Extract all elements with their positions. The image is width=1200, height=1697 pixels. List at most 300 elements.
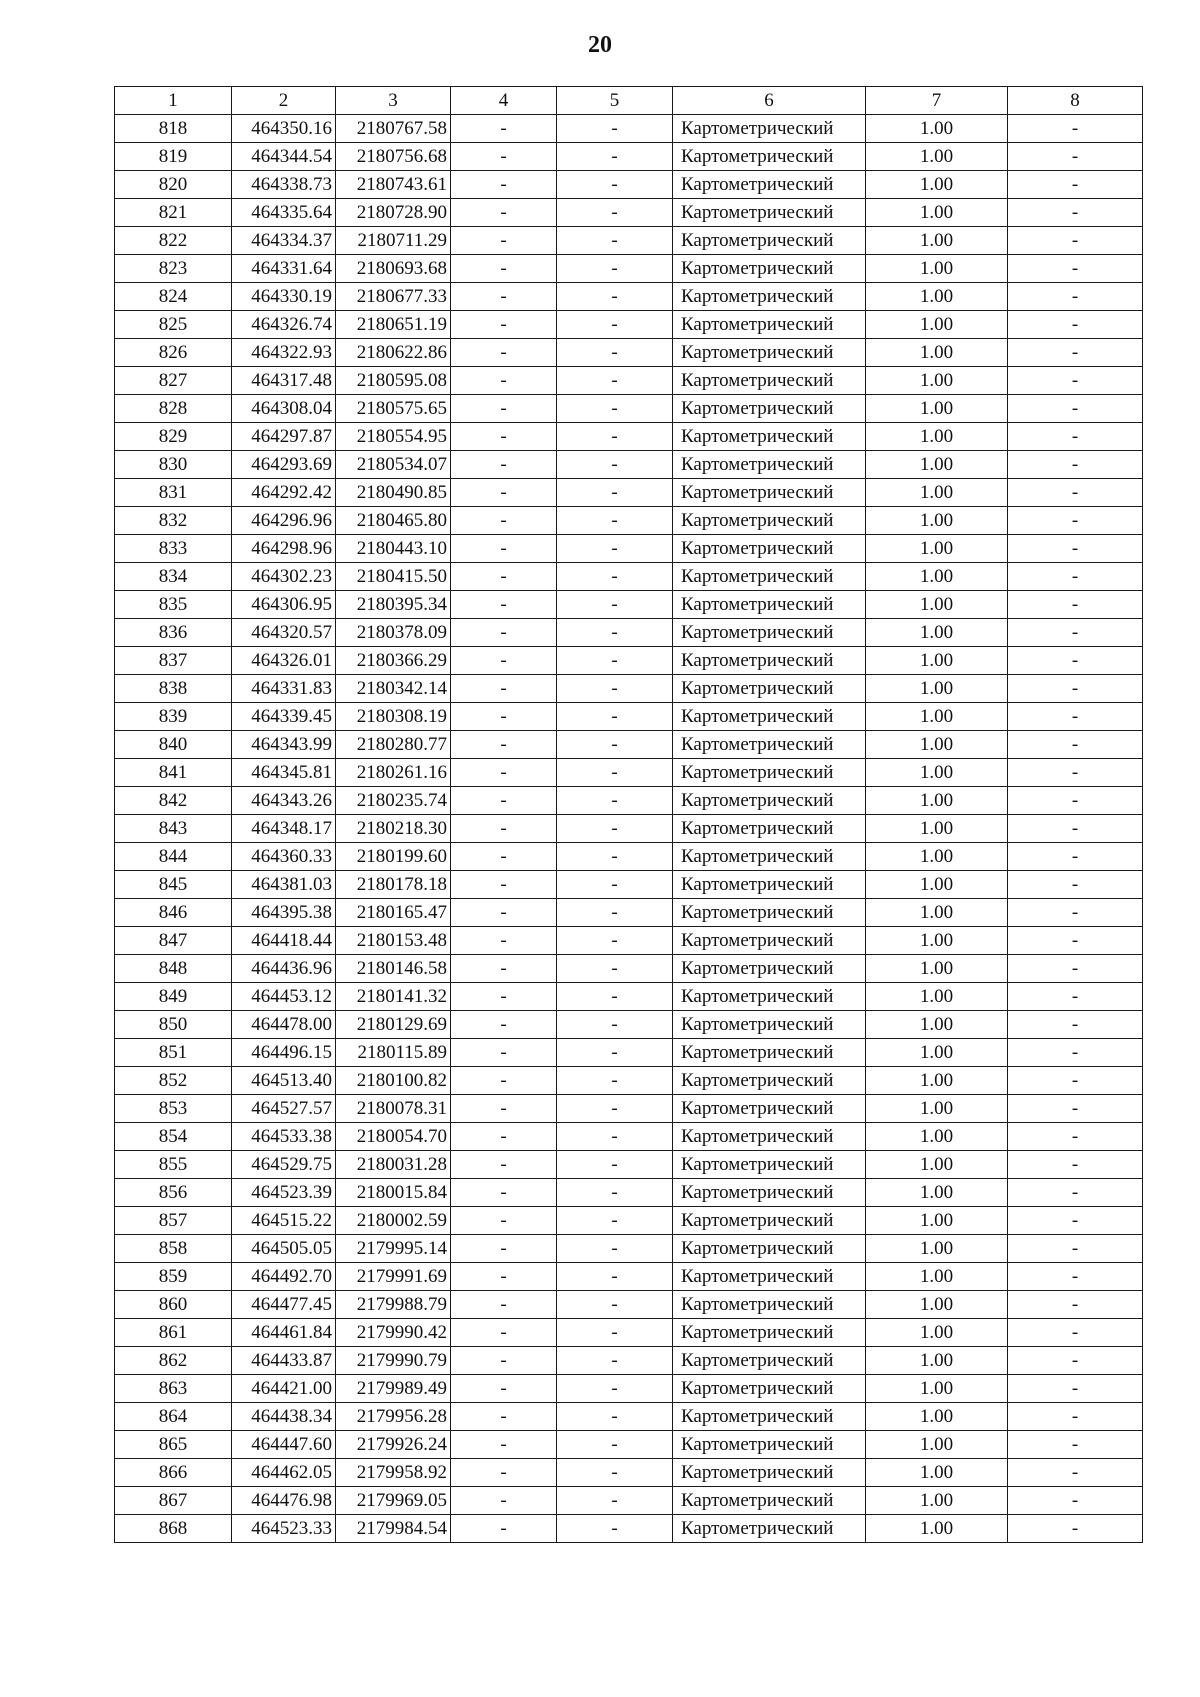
cell-point-number: 827 bbox=[115, 367, 232, 395]
cell-column-8: - bbox=[1008, 1319, 1143, 1347]
cell-y-coordinate: 2180280.77 bbox=[336, 731, 451, 759]
cell-x-coordinate: 464496.15 bbox=[232, 1039, 336, 1067]
cell-point-number: 826 bbox=[115, 339, 232, 367]
cell-column-4: - bbox=[451, 1431, 557, 1459]
table-row bbox=[115, 1459, 1143, 1487]
cell-accuracy: 1.00 bbox=[866, 1123, 1008, 1151]
cell-point-number: 818 bbox=[115, 115, 232, 143]
cell-column-4: - bbox=[451, 367, 557, 395]
cell-method: Картометрический bbox=[673, 395, 866, 423]
cell-method: Картометрический bbox=[673, 535, 866, 563]
cell-column-5: - bbox=[557, 1207, 673, 1235]
cell-accuracy: 1.00 bbox=[866, 787, 1008, 815]
cell-accuracy: 1.00 bbox=[866, 199, 1008, 227]
cell-y-coordinate: 2180178.18 bbox=[336, 871, 451, 899]
cell-method: Картометрический bbox=[673, 591, 866, 619]
cell-point-number: 819 bbox=[115, 143, 232, 171]
table-row bbox=[115, 143, 1143, 171]
table-row bbox=[115, 647, 1143, 675]
cell-x-coordinate: 464298.96 bbox=[232, 535, 336, 563]
cell-column-8: - bbox=[1008, 1207, 1143, 1235]
cell-column-8: - bbox=[1008, 871, 1143, 899]
cell-column-4: - bbox=[451, 815, 557, 843]
cell-column-8: - bbox=[1008, 1095, 1143, 1123]
cell-y-coordinate: 2180378.09 bbox=[336, 619, 451, 647]
cell-x-coordinate: 464533.38 bbox=[232, 1123, 336, 1151]
table-row bbox=[115, 1291, 1143, 1319]
cell-accuracy: 1.00 bbox=[866, 759, 1008, 787]
cell-column-5: - bbox=[557, 703, 673, 731]
cell-point-number: 858 bbox=[115, 1235, 232, 1263]
cell-y-coordinate: 2180218.30 bbox=[336, 815, 451, 843]
cell-accuracy: 1.00 bbox=[866, 1515, 1008, 1543]
cell-accuracy: 1.00 bbox=[866, 815, 1008, 843]
table-row bbox=[115, 563, 1143, 591]
cell-method: Картометрический bbox=[673, 871, 866, 899]
cell-column-4: - bbox=[451, 535, 557, 563]
cell-column-8: - bbox=[1008, 843, 1143, 871]
cell-method: Картометрический bbox=[673, 899, 866, 927]
cell-accuracy: 1.00 bbox=[866, 591, 1008, 619]
cell-column-8: - bbox=[1008, 759, 1143, 787]
cell-column-4: - bbox=[451, 339, 557, 367]
cell-point-number: 830 bbox=[115, 451, 232, 479]
table-row bbox=[115, 1123, 1143, 1151]
cell-column-5: - bbox=[557, 423, 673, 451]
cell-method: Картометрический bbox=[673, 1151, 866, 1179]
cell-accuracy: 1.00 bbox=[866, 619, 1008, 647]
table-row bbox=[115, 899, 1143, 927]
cell-column-5: - bbox=[557, 507, 673, 535]
cell-x-coordinate: 464513.40 bbox=[232, 1067, 336, 1095]
table-row bbox=[115, 1207, 1143, 1235]
cell-x-coordinate: 464335.64 bbox=[232, 199, 336, 227]
cell-column-4: - bbox=[451, 675, 557, 703]
cell-column-8: - bbox=[1008, 535, 1143, 563]
cell-point-number: 861 bbox=[115, 1319, 232, 1347]
cell-x-coordinate: 464308.04 bbox=[232, 395, 336, 423]
cell-x-coordinate: 464293.69 bbox=[232, 451, 336, 479]
cell-y-coordinate: 2180767.58 bbox=[336, 115, 451, 143]
cell-y-coordinate: 2180308.19 bbox=[336, 703, 451, 731]
cell-column-8: - bbox=[1008, 227, 1143, 255]
cell-accuracy: 1.00 bbox=[866, 1431, 1008, 1459]
table-row bbox=[115, 591, 1143, 619]
cell-method: Картометрический bbox=[673, 367, 866, 395]
cell-y-coordinate: 2179958.92 bbox=[336, 1459, 451, 1487]
cell-method: Картометрический bbox=[673, 1431, 866, 1459]
cell-x-coordinate: 464320.57 bbox=[232, 619, 336, 647]
cell-accuracy: 1.00 bbox=[866, 927, 1008, 955]
cell-y-coordinate: 2179991.69 bbox=[336, 1263, 451, 1291]
cell-column-4: - bbox=[451, 115, 557, 143]
cell-column-4: - bbox=[451, 171, 557, 199]
cell-column-4: - bbox=[451, 1123, 557, 1151]
cell-accuracy: 1.00 bbox=[866, 1403, 1008, 1431]
cell-accuracy: 1.00 bbox=[866, 1207, 1008, 1235]
cell-y-coordinate: 2180129.69 bbox=[336, 1011, 451, 1039]
cell-column-5: - bbox=[557, 227, 673, 255]
cell-column-5: - bbox=[557, 1319, 673, 1347]
cell-method: Картометрический bbox=[673, 759, 866, 787]
cell-column-5: - bbox=[557, 311, 673, 339]
cell-x-coordinate: 464523.39 bbox=[232, 1179, 336, 1207]
cell-column-5: - bbox=[557, 1235, 673, 1263]
cell-x-coordinate: 464529.75 bbox=[232, 1151, 336, 1179]
cell-column-5: - bbox=[557, 1347, 673, 1375]
cell-method: Картометрический bbox=[673, 787, 866, 815]
cell-column-4: - bbox=[451, 731, 557, 759]
table-row bbox=[115, 1151, 1143, 1179]
table-row bbox=[115, 1403, 1143, 1431]
table-row bbox=[115, 1179, 1143, 1207]
cell-y-coordinate: 2180146.58 bbox=[336, 955, 451, 983]
cell-column-4: - bbox=[451, 1515, 557, 1543]
cell-x-coordinate: 464381.03 bbox=[232, 871, 336, 899]
cell-column-5: - bbox=[557, 955, 673, 983]
cell-y-coordinate: 2180261.16 bbox=[336, 759, 451, 787]
cell-column-5: - bbox=[557, 1431, 673, 1459]
cell-column-8: - bbox=[1008, 647, 1143, 675]
cell-column-4: - bbox=[451, 1095, 557, 1123]
table-row bbox=[115, 927, 1143, 955]
cell-column-4: - bbox=[451, 1151, 557, 1179]
cell-method: Картометрический bbox=[673, 311, 866, 339]
cell-column-4: - bbox=[451, 227, 557, 255]
cell-method: Картометрический bbox=[673, 703, 866, 731]
cell-column-5: - bbox=[557, 451, 673, 479]
cell-column-4: - bbox=[451, 1235, 557, 1263]
table-header-row bbox=[115, 87, 1143, 115]
cell-column-8: - bbox=[1008, 1151, 1143, 1179]
cell-point-number: 856 bbox=[115, 1179, 232, 1207]
cell-method: Картометрический bbox=[673, 423, 866, 451]
cell-column-8: - bbox=[1008, 1347, 1143, 1375]
cell-x-coordinate: 464297.87 bbox=[232, 423, 336, 451]
cell-column-4: - bbox=[451, 955, 557, 983]
cell-accuracy: 1.00 bbox=[866, 703, 1008, 731]
cell-method: Картометрический bbox=[673, 143, 866, 171]
table-row bbox=[115, 1375, 1143, 1403]
cell-x-coordinate: 464523.33 bbox=[232, 1515, 336, 1543]
table-row bbox=[115, 983, 1143, 1011]
cell-column-4: - bbox=[451, 983, 557, 1011]
cell-accuracy: 1.00 bbox=[866, 843, 1008, 871]
cell-column-5: - bbox=[557, 675, 673, 703]
table-row bbox=[115, 759, 1143, 787]
cell-column-5: - bbox=[557, 787, 673, 815]
cell-column-8: - bbox=[1008, 255, 1143, 283]
cell-accuracy: 1.00 bbox=[866, 1319, 1008, 1347]
cell-point-number: 854 bbox=[115, 1123, 232, 1151]
cell-x-coordinate: 464326.01 bbox=[232, 647, 336, 675]
cell-accuracy: 1.00 bbox=[866, 143, 1008, 171]
cell-method: Картометрический bbox=[673, 255, 866, 283]
cell-accuracy: 1.00 bbox=[866, 1347, 1008, 1375]
cell-y-coordinate: 2180165.47 bbox=[336, 899, 451, 927]
table-row bbox=[115, 1095, 1143, 1123]
cell-y-coordinate: 2180153.48 bbox=[336, 927, 451, 955]
cell-method: Картометрический bbox=[673, 1235, 866, 1263]
cell-column-8: - bbox=[1008, 283, 1143, 311]
column-header-4: 4 bbox=[451, 87, 557, 115]
table-row bbox=[115, 1067, 1143, 1095]
cell-method: Картометрический bbox=[673, 563, 866, 591]
cell-method: Картометрический bbox=[673, 1095, 866, 1123]
cell-accuracy: 1.00 bbox=[866, 1291, 1008, 1319]
cell-column-5: - bbox=[557, 927, 673, 955]
cell-column-8: - bbox=[1008, 955, 1143, 983]
cell-column-8: - bbox=[1008, 591, 1143, 619]
cell-method: Картометрический bbox=[673, 1123, 866, 1151]
cell-column-5: - bbox=[557, 647, 673, 675]
cell-point-number: 846 bbox=[115, 899, 232, 927]
cell-point-number: 838 bbox=[115, 675, 232, 703]
cell-method: Картометрический bbox=[673, 1487, 866, 1515]
cell-x-coordinate: 464343.26 bbox=[232, 787, 336, 815]
cell-y-coordinate: 2180490.85 bbox=[336, 479, 451, 507]
cell-column-5: - bbox=[557, 1515, 673, 1543]
table-row bbox=[115, 675, 1143, 703]
table-row bbox=[115, 1347, 1143, 1375]
cell-x-coordinate: 464331.83 bbox=[232, 675, 336, 703]
table-row bbox=[115, 731, 1143, 759]
cell-method: Картометрический bbox=[673, 731, 866, 759]
cell-column-4: - bbox=[451, 479, 557, 507]
cell-point-number: 822 bbox=[115, 227, 232, 255]
column-header-7: 7 bbox=[866, 87, 1008, 115]
cell-point-number: 864 bbox=[115, 1403, 232, 1431]
cell-y-coordinate: 2180141.32 bbox=[336, 983, 451, 1011]
cell-column-8: - bbox=[1008, 731, 1143, 759]
cell-column-5: - bbox=[557, 563, 673, 591]
cell-x-coordinate: 464331.64 bbox=[232, 255, 336, 283]
table-row bbox=[115, 787, 1143, 815]
cell-column-4: - bbox=[451, 423, 557, 451]
cell-column-8: - bbox=[1008, 1375, 1143, 1403]
cell-point-number: 824 bbox=[115, 283, 232, 311]
cell-column-8: - bbox=[1008, 339, 1143, 367]
cell-method: Картометрический bbox=[673, 983, 866, 1011]
cell-column-8: - bbox=[1008, 1515, 1143, 1543]
cell-point-number: 836 bbox=[115, 619, 232, 647]
cell-method: Картометрический bbox=[673, 675, 866, 703]
cell-point-number: 868 bbox=[115, 1515, 232, 1543]
cell-method: Картометрический bbox=[673, 227, 866, 255]
cell-x-coordinate: 464339.45 bbox=[232, 703, 336, 731]
cell-method: Картометрический bbox=[673, 283, 866, 311]
cell-x-coordinate: 464326.74 bbox=[232, 311, 336, 339]
cell-accuracy: 1.00 bbox=[866, 367, 1008, 395]
cell-column-4: - bbox=[451, 759, 557, 787]
cell-accuracy: 1.00 bbox=[866, 227, 1008, 255]
cell-method: Картометрический bbox=[673, 647, 866, 675]
cell-column-4: - bbox=[451, 591, 557, 619]
table-row bbox=[115, 1487, 1143, 1515]
column-header-5: 5 bbox=[557, 87, 673, 115]
table-row bbox=[115, 451, 1143, 479]
cell-x-coordinate: 464476.98 bbox=[232, 1487, 336, 1515]
cell-point-number: 866 bbox=[115, 1459, 232, 1487]
cell-point-number: 820 bbox=[115, 171, 232, 199]
cell-accuracy: 1.00 bbox=[866, 115, 1008, 143]
page-number: 20 bbox=[588, 32, 612, 58]
cell-x-coordinate: 464334.37 bbox=[232, 227, 336, 255]
cell-y-coordinate: 2179990.42 bbox=[336, 1319, 451, 1347]
cell-point-number: 852 bbox=[115, 1067, 232, 1095]
cell-x-coordinate: 464296.96 bbox=[232, 507, 336, 535]
cell-accuracy: 1.00 bbox=[866, 255, 1008, 283]
cell-column-8: - bbox=[1008, 1235, 1143, 1263]
cell-accuracy: 1.00 bbox=[866, 451, 1008, 479]
cell-accuracy: 1.00 bbox=[866, 647, 1008, 675]
cell-y-coordinate: 2180366.29 bbox=[336, 647, 451, 675]
cell-column-4: - bbox=[451, 899, 557, 927]
cell-x-coordinate: 464421.00 bbox=[232, 1375, 336, 1403]
cell-point-number: 837 bbox=[115, 647, 232, 675]
cell-accuracy: 1.00 bbox=[866, 395, 1008, 423]
cell-y-coordinate: 2179984.54 bbox=[336, 1515, 451, 1543]
cell-column-4: - bbox=[451, 1403, 557, 1431]
cell-column-5: - bbox=[557, 1263, 673, 1291]
cell-point-number: 845 bbox=[115, 871, 232, 899]
cell-accuracy: 1.00 bbox=[866, 1263, 1008, 1291]
column-header-6: 6 bbox=[673, 87, 866, 115]
cell-y-coordinate: 2180534.07 bbox=[336, 451, 451, 479]
cell-method: Картометрический bbox=[673, 1067, 866, 1095]
table-row bbox=[115, 115, 1143, 143]
cell-point-number: 853 bbox=[115, 1095, 232, 1123]
cell-column-8: - bbox=[1008, 451, 1143, 479]
cell-column-8: - bbox=[1008, 815, 1143, 843]
cell-method: Картометрический bbox=[673, 1515, 866, 1543]
cell-method: Картометрический bbox=[673, 507, 866, 535]
table-row bbox=[115, 871, 1143, 899]
cell-column-8: - bbox=[1008, 1291, 1143, 1319]
cell-column-8: - bbox=[1008, 311, 1143, 339]
cell-point-number: 859 bbox=[115, 1263, 232, 1291]
cell-point-number: 842 bbox=[115, 787, 232, 815]
cell-column-8: - bbox=[1008, 1263, 1143, 1291]
cell-point-number: 848 bbox=[115, 955, 232, 983]
cell-x-coordinate: 464418.44 bbox=[232, 927, 336, 955]
cell-point-number: 863 bbox=[115, 1375, 232, 1403]
cell-column-5: - bbox=[557, 1291, 673, 1319]
table-row bbox=[115, 843, 1143, 871]
cell-x-coordinate: 464395.38 bbox=[232, 899, 336, 927]
cell-x-coordinate: 464447.60 bbox=[232, 1431, 336, 1459]
cell-column-4: - bbox=[451, 1375, 557, 1403]
cell-y-coordinate: 2179956.28 bbox=[336, 1403, 451, 1431]
cell-column-8: - bbox=[1008, 675, 1143, 703]
cell-point-number: 828 bbox=[115, 395, 232, 423]
cell-column-4: - bbox=[451, 1459, 557, 1487]
cell-point-number: 831 bbox=[115, 479, 232, 507]
cell-y-coordinate: 2180415.50 bbox=[336, 563, 451, 591]
cell-point-number: 851 bbox=[115, 1039, 232, 1067]
cell-x-coordinate: 464462.05 bbox=[232, 1459, 336, 1487]
cell-column-4: - bbox=[451, 1319, 557, 1347]
cell-point-number: 867 bbox=[115, 1487, 232, 1515]
table-row bbox=[115, 619, 1143, 647]
cell-column-4: - bbox=[451, 1011, 557, 1039]
cell-column-5: - bbox=[557, 1179, 673, 1207]
table-row bbox=[115, 1263, 1143, 1291]
table-row bbox=[115, 1431, 1143, 1459]
cell-x-coordinate: 464330.19 bbox=[232, 283, 336, 311]
cell-method: Картометрический bbox=[673, 1039, 866, 1067]
cell-y-coordinate: 2180756.68 bbox=[336, 143, 451, 171]
cell-y-coordinate: 2180595.08 bbox=[336, 367, 451, 395]
cell-column-8: - bbox=[1008, 115, 1143, 143]
cell-y-coordinate: 2180002.59 bbox=[336, 1207, 451, 1235]
cell-column-5: - bbox=[557, 171, 673, 199]
cell-column-4: - bbox=[451, 1067, 557, 1095]
table-row bbox=[115, 1235, 1143, 1263]
cell-accuracy: 1.00 bbox=[866, 899, 1008, 927]
cell-method: Картометрический bbox=[673, 955, 866, 983]
cell-x-coordinate: 464477.45 bbox=[232, 1291, 336, 1319]
cell-point-number: 850 bbox=[115, 1011, 232, 1039]
coordinates-table bbox=[114, 86, 1143, 1543]
cell-column-5: - bbox=[557, 283, 673, 311]
cell-point-number: 860 bbox=[115, 1291, 232, 1319]
cell-column-5: - bbox=[557, 199, 673, 227]
cell-column-5: - bbox=[557, 1123, 673, 1151]
cell-method: Картометрический bbox=[673, 1347, 866, 1375]
cell-accuracy: 1.00 bbox=[866, 675, 1008, 703]
cell-accuracy: 1.00 bbox=[866, 171, 1008, 199]
cell-point-number: 821 bbox=[115, 199, 232, 227]
cell-accuracy: 1.00 bbox=[866, 1039, 1008, 1067]
cell-method: Картометрический bbox=[673, 1403, 866, 1431]
cell-x-coordinate: 464350.16 bbox=[232, 115, 336, 143]
cell-column-4: - bbox=[451, 395, 557, 423]
cell-column-8: - bbox=[1008, 1179, 1143, 1207]
cell-column-8: - bbox=[1008, 1067, 1143, 1095]
cell-x-coordinate: 464433.87 bbox=[232, 1347, 336, 1375]
cell-column-5: - bbox=[557, 731, 673, 759]
cell-column-8: - bbox=[1008, 563, 1143, 591]
cell-column-5: - bbox=[557, 1039, 673, 1067]
cell-y-coordinate: 2180622.86 bbox=[336, 339, 451, 367]
cell-accuracy: 1.00 bbox=[866, 1375, 1008, 1403]
cell-method: Картометрический bbox=[673, 619, 866, 647]
cell-column-5: - bbox=[557, 1095, 673, 1123]
cell-point-number: 847 bbox=[115, 927, 232, 955]
cell-y-coordinate: 2179995.14 bbox=[336, 1235, 451, 1263]
table-row bbox=[115, 255, 1143, 283]
cell-y-coordinate: 2180575.65 bbox=[336, 395, 451, 423]
table-row bbox=[115, 171, 1143, 199]
cell-y-coordinate: 2180015.84 bbox=[336, 1179, 451, 1207]
table-row bbox=[115, 423, 1143, 451]
cell-y-coordinate: 2180100.82 bbox=[336, 1067, 451, 1095]
cell-x-coordinate: 464344.54 bbox=[232, 143, 336, 171]
cell-method: Картометрический bbox=[673, 1319, 866, 1347]
cell-column-5: - bbox=[557, 1487, 673, 1515]
cell-y-coordinate: 2180395.34 bbox=[336, 591, 451, 619]
cell-point-number: 825 bbox=[115, 311, 232, 339]
table-row bbox=[115, 1039, 1143, 1067]
cell-column-5: - bbox=[557, 899, 673, 927]
cell-y-coordinate: 2180078.31 bbox=[336, 1095, 451, 1123]
cell-column-8: - bbox=[1008, 1459, 1143, 1487]
cell-column-8: - bbox=[1008, 199, 1143, 227]
cell-accuracy: 1.00 bbox=[866, 1487, 1008, 1515]
cell-column-8: - bbox=[1008, 367, 1143, 395]
cell-x-coordinate: 464527.57 bbox=[232, 1095, 336, 1123]
